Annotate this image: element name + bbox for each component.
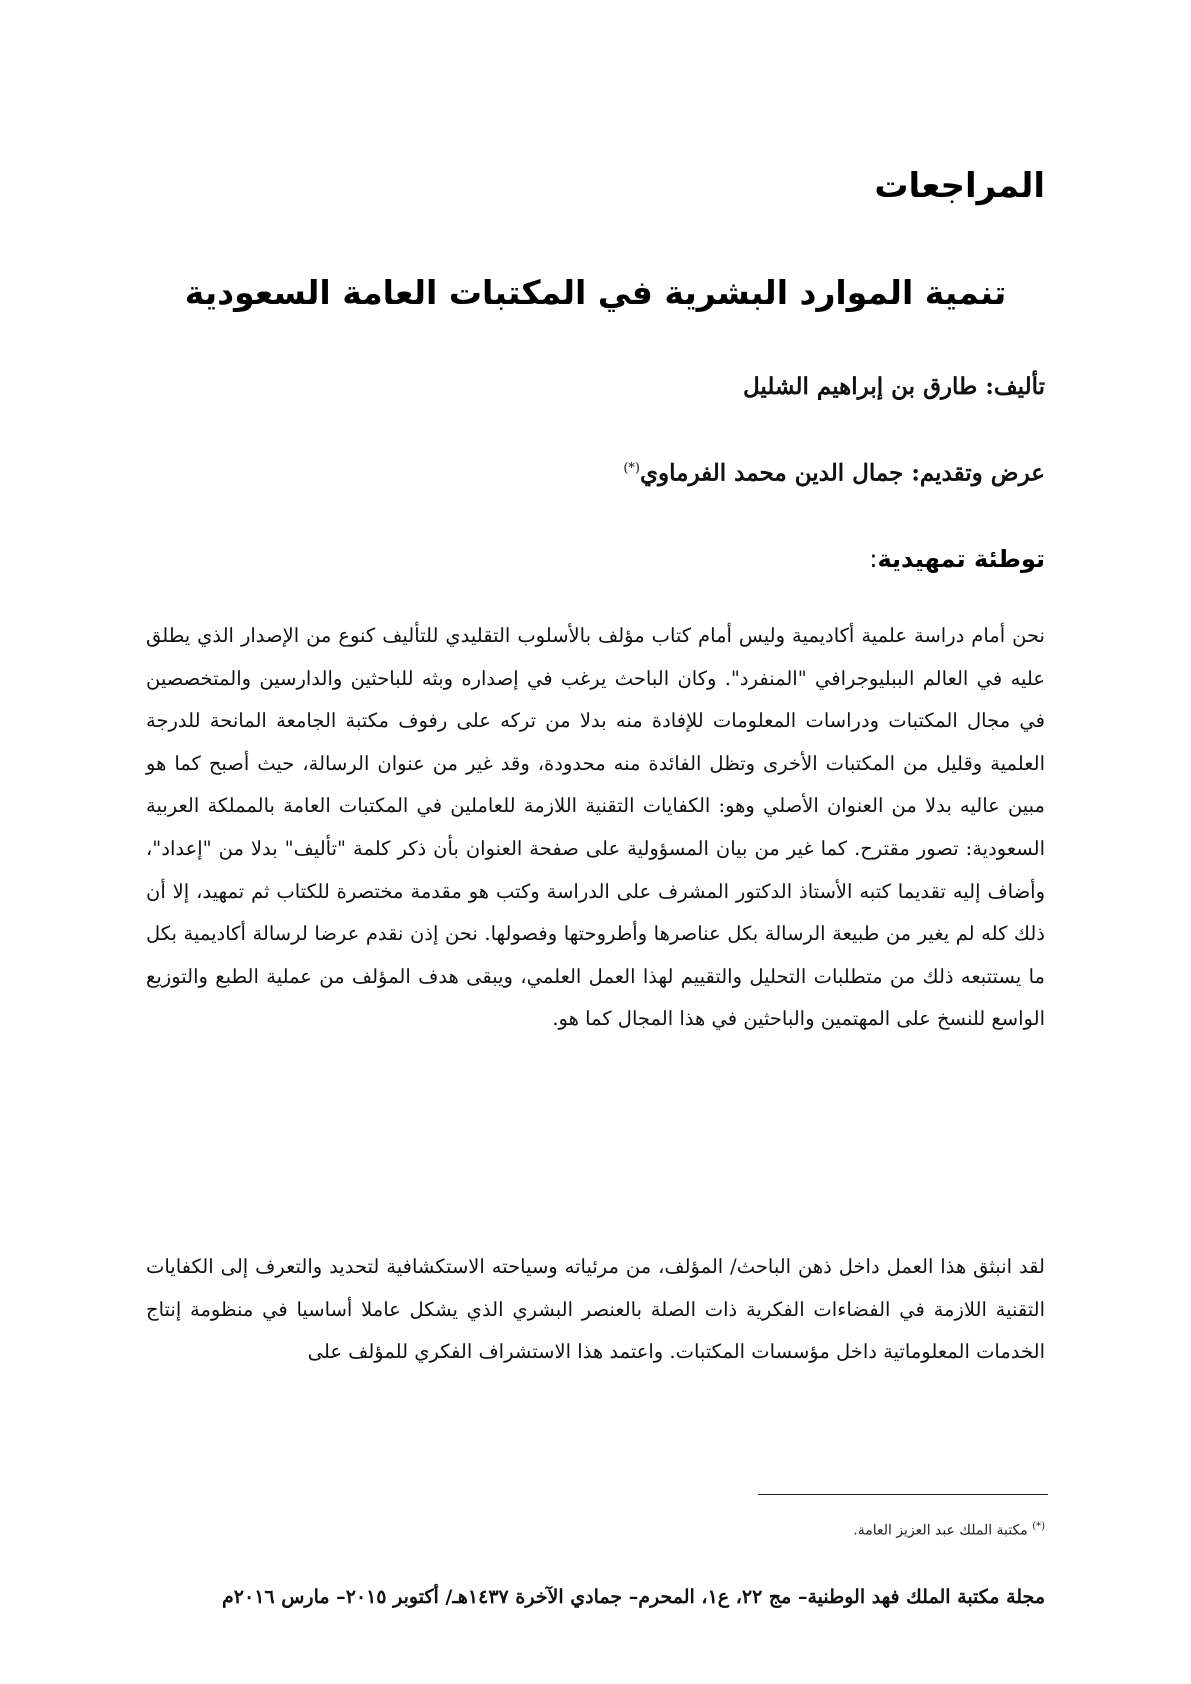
subheading-colon: : bbox=[869, 545, 878, 573]
reviewer-text: عرض وتقديم: جمال الدين محمد الفرماوي bbox=[640, 459, 1045, 487]
subheading-text: توطئة تمهيدية bbox=[877, 545, 1045, 573]
reviewer-line bbox=[623, 452, 1045, 491]
section-heading: المراجعات bbox=[874, 166, 1045, 206]
footnote bbox=[853, 1516, 1045, 1542]
running-footer: مجلة مكتبة الملك فهد الوطنية– مج ٢٢، ع١، المحرم– جمادي الآخرة ١٤٣٧هـ/ أكتوبر ٢٠١٥– مارس ٢٠١٦م bbox=[222, 1586, 1045, 1608]
author-text: تأليف: طارق بن إبراهيم الشليل bbox=[743, 373, 1045, 400]
body-paragraph: نحن أمام دراسة علمية أكاديمية وليس أمام كتاب مؤلف بالأسلوب التقليدي للتأليف كنوع من الإصدار الذي يطلق عليه في العالم الببليوجرافي "المنفرد". وكان الباحث يرغب في إصداره وبثه للباحثين والدارسين والمتخصصين في مجال المكتبات ودراسات المعلومات للإفادة منه بدلا من تركه على رفوف مكتبة الجامعة المانحة للدرجة العلمية وقليل من المكتبات الأخرى وتظل الفائدة منه محدودة، وقد غير من عنوان الرسالة، حيث أصبح كما هو مبين عاليه بدلا من العنوان الأصلي وهو: الكفايات التقنية اللازمة للعاملين في المكتبات العامة بالمملكة العربية السعودية: تصور مقترح. كما غير من بيان المسؤولية على صفحة العنوان بأن ذكر كلمة "تأليف" بدلا من "إعداد"، وأضاف إليه تقديما كتبه الأستاذ الدكتور المشرف على الدراسة وكتب هو مقدمة مختصرة للكتاب ثم تمهيد، إلا أن ذلك كله لم يغير من طبيعة الرسالة بكل عناصرها وأطروحتها وفصولها. نحن إذن نقدم عرضا لرسالة أكاديمية بكل ما يستتبعه ذلك من متطلبات التحليل والتقييم لهذا العمل العلمي، ويبقى هدف المؤلف من عملية الطبع والتوزيع الواسع للنسخ على المهتمين والباحثين في هذا المجال كما هو. bbox=[146, 624, 1045, 1031]
article-title: تنمية الموارد البشرية في المكتبات العامة السعودية bbox=[184, 273, 1007, 312]
body-paragraph: لقد انبثق هذا العمل داخل ذهن الباحث/ المؤلف، من مرئياته وسياحته الاستكشافية لتحديد والتعرف إلى الكفايات التقنية اللازمة في الفضاءات الفكرية ذات الصلة بالعنصر البشري الذي يشكل عاملا أساسيا في منظومة إنتاج الخدمات المعلوماتية داخل مؤسسات المكتبات. واعتمد هذا الاستشراف الفكري للمؤلف على bbox=[146, 1255, 1045, 1364]
author-line bbox=[743, 370, 1045, 404]
footnote-marker: (*) bbox=[1032, 1521, 1045, 1532]
footnote-reference[interactable]: (*) bbox=[623, 461, 641, 476]
footnote-text: مكتبة الملك عبد العزيز العامة. bbox=[853, 1522, 1028, 1539]
footnote-divider bbox=[758, 1494, 1048, 1495]
section-subheading bbox=[869, 542, 1045, 576]
